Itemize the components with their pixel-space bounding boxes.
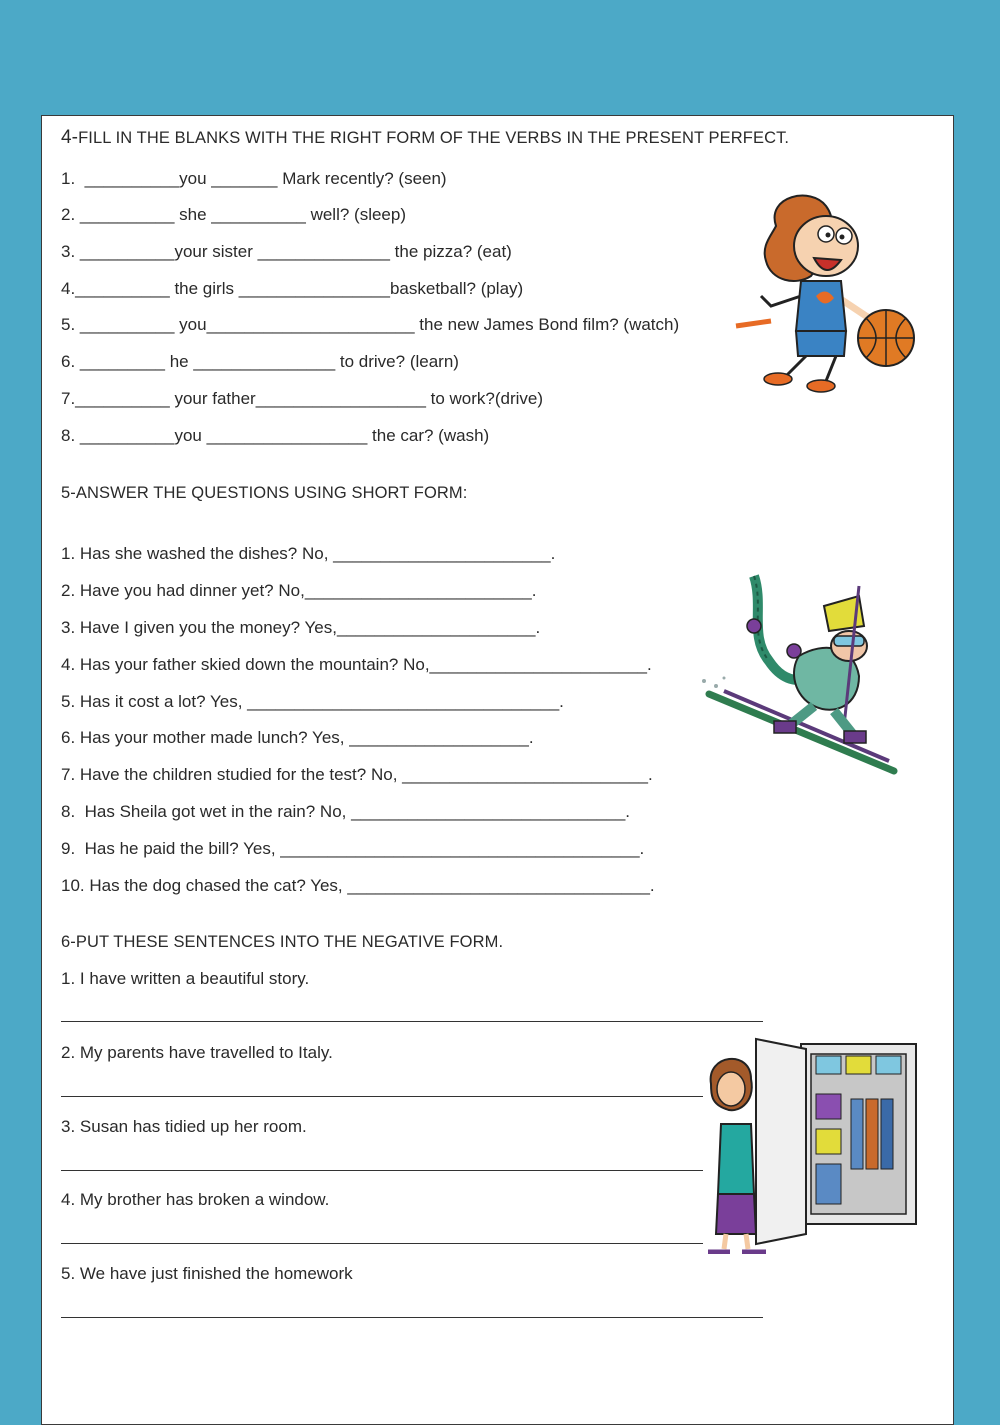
- section-6-item: 4. My brother has broken a window.: [61, 1190, 330, 1209]
- worksheet: [41, 115, 954, 1425]
- section-4-number: 4-: [61, 127, 79, 148]
- section-4-item: 2. __________ she __________ well? (sleep): [61, 205, 406, 224]
- skier-illustration: [694, 566, 904, 781]
- section-5-item: 1. Has she washed the dishes? No, _______________________.: [61, 544, 556, 563]
- section-6-heading: 6-PUT THESE SENTENCES INTO THE NEGATIVE FORM.: [61, 933, 504, 951]
- section-4-item: 7.__________ your father__________________ to work?(drive): [61, 389, 544, 408]
- section-4-item: 5. __________ you______________________ the new James Bond film? (watch): [61, 315, 680, 334]
- answer-line[interactable]: [61, 1170, 703, 1171]
- section-6-item: 2. My parents have travelled to Italy.: [61, 1043, 333, 1062]
- section-4-item: 4.__________ the girls ________________basketball? (play): [61, 279, 524, 298]
- answer-line[interactable]: [61, 1096, 703, 1097]
- section-4-item: 1. __________you _______ Mark recently? (seen): [61, 169, 447, 188]
- answer-line[interactable]: [61, 1243, 703, 1244]
- section-6-item: 5. We have just finished the homework: [61, 1264, 353, 1283]
- section-5-heading: 5-ANSWER THE QUESTIONS USING SHORT FORM:: [61, 484, 468, 502]
- section-5-item: 4. Has your father skied down the mountain? No,_______________________.: [61, 655, 652, 674]
- answer-line[interactable]: [61, 1317, 763, 1318]
- section-4-heading: [61, 128, 789, 148]
- section-5-item: 10. Has the dog chased the cat? Yes, ________________________________.: [61, 876, 655, 895]
- section-6-item: 1. I have written a beautiful story.: [61, 969, 310, 988]
- section-4-item: 8. __________you _________________ the car? (wash): [61, 426, 490, 445]
- section-5-item: 7. Have the children studied for the test? No, __________________________.: [61, 765, 653, 784]
- section-6-item: 3. Susan has tidied up her room.: [61, 1117, 307, 1136]
- section-4-item: 6. _________ he _______________ to drive? (learn): [61, 352, 459, 371]
- section-5-item: 2. Have you had dinner yet? No,________________________.: [61, 581, 537, 600]
- section-4-title: FILL IN THE BLANKS WITH THE RIGHT FORM OF THE VERBS IN THE PRESENT PERFECT.: [78, 129, 790, 147]
- answer-line[interactable]: [61, 1021, 763, 1022]
- section-5-item: 5. Has it cost a lot? Yes, _________________________________.: [61, 692, 564, 711]
- section-4-item: 3. __________your sister ______________ the pizza? (eat): [61, 242, 512, 261]
- section-5-item: 6. Has your mother made lunch? Yes, ___________________.: [61, 728, 534, 747]
- wardrobe-woman-illustration: [706, 1034, 926, 1254]
- section-5-item: 9. Has he paid the bill? Yes, ______________________________________.: [61, 839, 645, 858]
- basketball-girl-illustration: [716, 186, 926, 396]
- section-5-item: 3. Have I given you the money? Yes,_____________________.: [61, 618, 541, 637]
- section-5-item: 8. Has Sheila got wet in the rain? No, _____________________________.: [61, 802, 631, 821]
